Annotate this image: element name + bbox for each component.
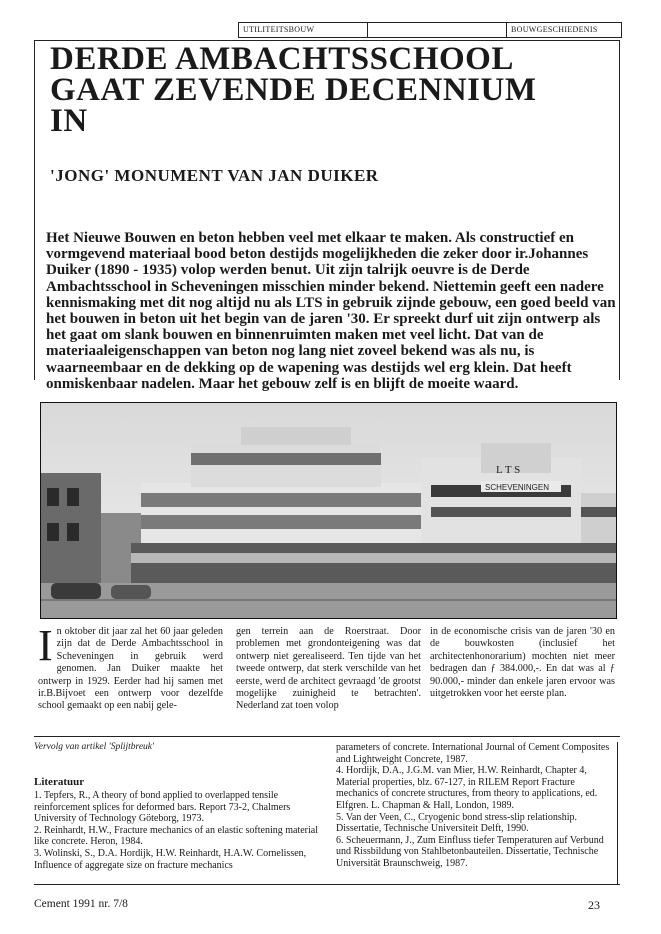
reference-item: 6. Scheuermann, J., Zum Einfluss tiefer Temperaturen auf Verbund und Rissbildung von Stahlbetonbauteilen. Dissertatie, Technische Universität Braunschweig, 1987. [336,834,604,869]
reference-item: parameters of concrete. International Journal of Cement Composites and Lightweight Concrete, 1987. [336,742,610,765]
sign-lts: L T S [496,464,521,476]
literatuur-heading: Literatuur [34,776,85,788]
right-frame-line [619,40,620,380]
sign-scheveningen: SCHEVENINGEN [485,483,550,492]
building-illustration [41,403,616,618]
footer-rule [34,884,620,885]
intro-paragraph: Het Nieuwe Bouwen en beton hebben veel met elkaar te maken. Als constructief en vormgevend materiaal bood beton destijds mogelijkheden die zeker door ir.Johannes Duiker (1890 - 1935) volop werden benut. Uit zijn talrijk oeuvre is de Derde Ambachtsschool in Scheveningen misschien minder bekend. Niettemin geeft een nadere kennismaking met dit nog altijd nu als LTS in gebruik zijnde gebouw, een goed beeld van het bouwen in beton uit het begin van de jaren '30. Er spreekt durf uit zijn ontwerp als het gaat om slank bouwen en binnenruimten maken met veel licht. Dat van de materiaaleigenschappen van beton nog lang niet zoveel bekend was als nu, is waarneembaar en de dekking op de wapening was destijds wel erg klein. Dat heeft onmiskenbaar nadelen. Maar het gebouw zelf is en blijft de moeite waard. [46,230,616,392]
drop-cap: I [38,621,53,670]
references-right-line [617,742,618,884]
journal-footer: Cement 1991 nr. 7/8 [34,898,128,910]
reference-item: 3. Wolinski, S., D.A. Hordijk, H.W. Reinhardt, H.A.W. Cornelissen, Influence of aggregate size on fracture mechanics [34,847,307,871]
body-column-3: in de economische crisis van de jaren '30 en de bouwkosten (inclusief het architectenhonorarium) mochten niet meer bedragen dan ƒ 384.000,-. En dat was al ƒ 90.000,- minder dan enkele jaren ervoor was uitgetrokken voor het eerste plan. [430,626,615,700]
references-left [34,790,324,871]
reference-item: 1. Tepfers, R., A theory of bond applied to overlapped tensile reinforcement splices for deformed bars. Report 73-2, Chalmers University of Technology Göteborg, 1973. [34,790,291,825]
body-column-2: gen terrein aan de Roerstraat. Door problemen met grondonteigening was dat ontwerp niet gerealiseerd. Ten tijde van het tweede ontwerp, dat sterk verschilde van het eerste, werd de architect gevraagd 'de grootst mogelijke zuinigheid te betrachten'. Nederland zat toen volop [236,626,421,712]
section-tab-bar [238,22,622,38]
left-frame-line [34,40,35,380]
references-right [336,742,618,870]
body-column-1 [38,621,223,713]
body-text-col1: n oktober dit jaar zal het 60 jaar geleden zijn dat de Derde Ambachtsschool in Scheveningen in gebruik werd genomen. Jan Duiker maakte het ontwerp in 1929. Eerder had hij samen met ir.B.Bijvoet een ontwerp voor dezelfde school gemaakt op een nabij gele- [38,626,223,712]
continuation-note: Vervolg van artikel 'Splijtbreuk' [34,742,155,752]
article-title [50,41,610,139]
reference-item: 2. Reinhardt, H.W., Fracture mechanics of an elastic softening material like concrete. Heron, 1984. [34,824,318,848]
section-tab-spacer [368,23,507,37]
section-tab-utiliteitsbouw: UTILITEITSBOUW [239,23,368,37]
building-photo [40,402,617,619]
title-line: IN [50,103,88,139]
reference-item: 4. Hordijk, D.A., J.G.M. van Mier, H.W. Reinhardt, Chapter 4, Material properties, blz. 67-127, in RILEM Report Fracture mechanics of concrete structures, from theory to applications, ed. Elfgren. L. Chapman & Hall, London, 1989. [336,765,598,811]
page-number: 23 [588,898,600,912]
section-tab-bouwgeschiedenis: BOUWGESCHIEDENIS [511,25,598,34]
section-rule [34,736,620,737]
title-line: DERDE AMBACHTSSCHOOL [50,41,514,77]
article-subtitle: 'JONG' MONUMENT VAN JAN DUIKER [50,166,379,185]
title-line: GAAT ZEVENDE DECENNIUM [50,72,537,108]
reference-item: 5. Van der Veen, C., Cryogenic bond stress-slip relationship. Dissertatie, Technische Universiteit Delft, 1990. [336,811,577,835]
